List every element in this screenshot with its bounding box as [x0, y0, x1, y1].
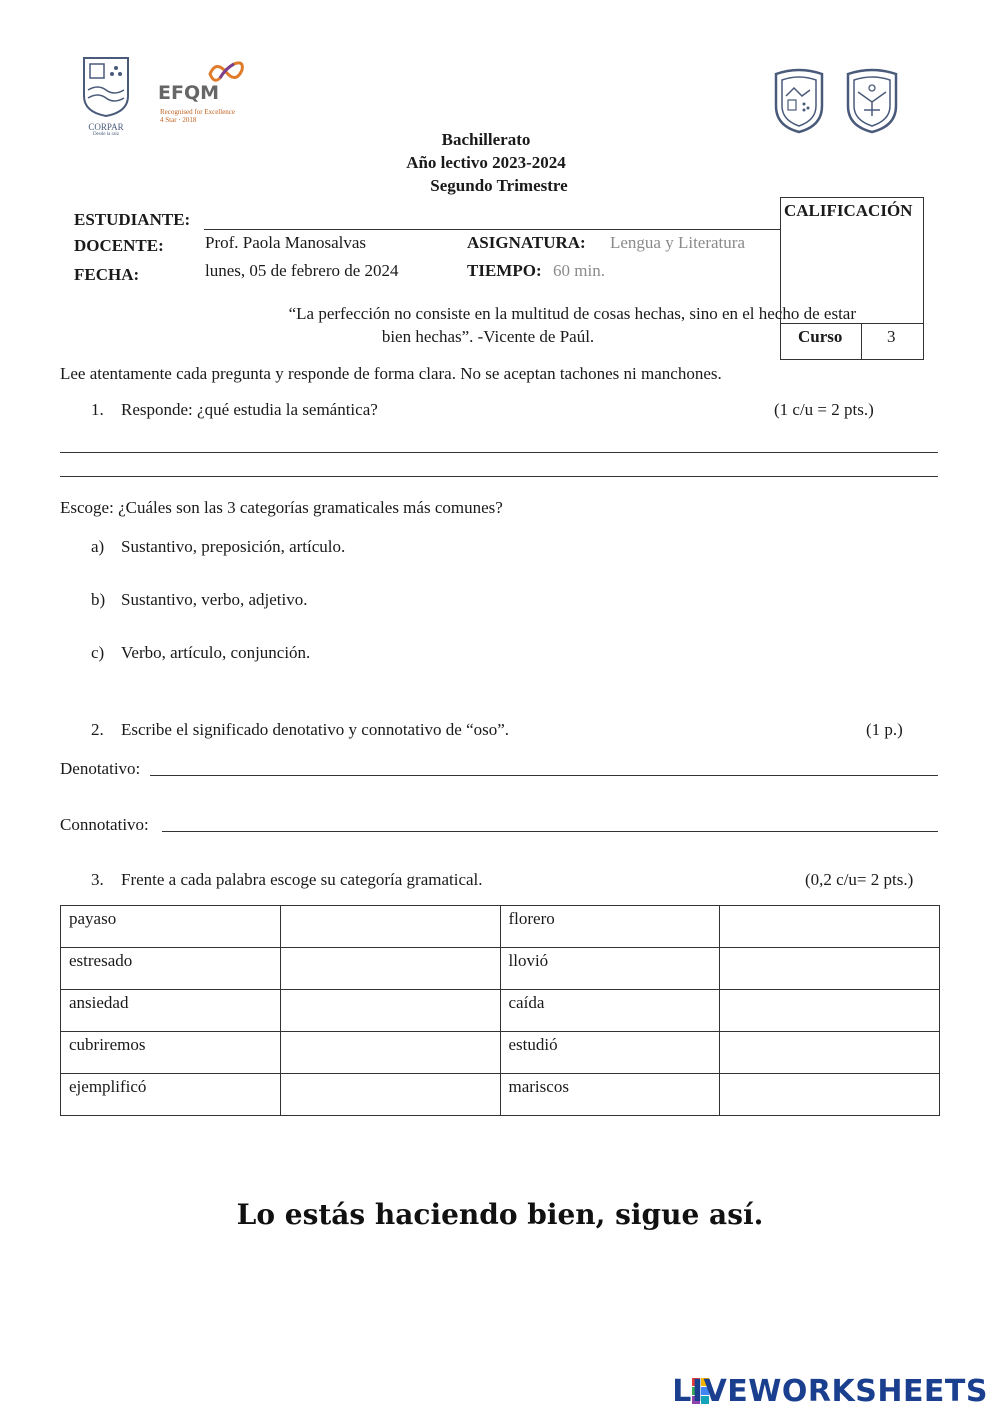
word-cell: estresado [61, 948, 281, 990]
course-label: Curso [798, 327, 843, 346]
answer-cell[interactable] [720, 1032, 940, 1074]
efqm-label: EFQM [158, 82, 220, 104]
time-label: TIEMPO: [467, 261, 542, 280]
instructions: Lee atentamente cada pregunta y responde de forma clara. No se aceptan tachones ni manchones. [60, 364, 722, 383]
q1-number: 1. [91, 400, 104, 419]
answer-cell[interactable] [280, 948, 500, 990]
answer-cell[interactable] [720, 1074, 940, 1116]
date-label: FECHA: [74, 265, 140, 284]
word-cell: ansiedad [61, 990, 281, 1032]
crest-eagle-icon [844, 66, 900, 134]
subject-value: Lengua y Literatura [610, 233, 745, 252]
option-a-letter: a) [91, 537, 105, 556]
student-label: ESTUDIANTE: [74, 210, 191, 229]
crest-shield-icon [772, 66, 826, 134]
answer-cell[interactable] [280, 990, 500, 1032]
q3-text: Frente a cada palabra escoge su categoría gramatical. [121, 870, 483, 889]
q1-answer-line-2[interactable] [60, 476, 938, 477]
heading-year: Año lectivo 2023-2024 [406, 153, 566, 172]
table-row [61, 948, 940, 990]
heading-term: Segundo Trimestre [430, 176, 568, 195]
table-row [61, 1074, 940, 1116]
teacher-value: Prof. Paola Manosalvas [205, 233, 367, 252]
word-cell: llovió [500, 948, 720, 990]
heading-level: Bachillerato [441, 130, 531, 149]
corpar-logo [80, 56, 132, 137]
school-crest-2 [844, 66, 900, 134]
q1-points: (1 c/u = 2 pts.) [774, 400, 874, 419]
course-value: 3 [887, 327, 896, 346]
choose-prompt: Escoge: ¿Cuáles son las 3 categorías gramaticales más comunes? [60, 498, 503, 517]
grade-title: CALIFICACIÓN [784, 201, 913, 220]
quote-line-1: “La perfección no consiste en la multitud de cosas hechas, sino en el hecho de estar [288, 304, 856, 323]
efqm-sub2: 4 Star · 2018 [160, 116, 197, 124]
connotative-label: Connotativo: [60, 815, 149, 834]
option-c-letter: c) [91, 643, 105, 662]
subject-label: ASIGNATURA: [467, 233, 586, 252]
q1-text: Responde: ¿qué estudia la semántica? [121, 400, 378, 419]
connotative-input-line[interactable] [162, 831, 938, 832]
student-name-line[interactable] [204, 229, 780, 230]
answer-cell[interactable] [720, 948, 940, 990]
answer-cell[interactable] [280, 1032, 500, 1074]
efqm-logo [158, 56, 258, 126]
quote-line-2: bien hechas”. -Vicente de Paúl. [381, 327, 595, 346]
word-cell: ejemplificó [61, 1074, 281, 1116]
date-value: lunes, 05 de febrero de 2024 [205, 261, 399, 280]
time-value: 60 min. [553, 261, 605, 280]
word-cell: estudió [500, 1032, 720, 1074]
table-row [61, 906, 940, 948]
word-cell: mariscos [500, 1074, 720, 1116]
table-row [61, 1032, 940, 1074]
denotative-label: Denotativo: [60, 759, 141, 778]
option-a[interactable]: Sustantivo, preposición, artículo. [121, 537, 346, 556]
liveworksheets-brand: LIVEWORKSHEETS [672, 1374, 988, 1409]
answer-cell[interactable] [720, 906, 940, 948]
answer-cell[interactable] [280, 906, 500, 948]
school-crest-1 [772, 66, 826, 134]
option-c[interactable]: Verbo, artículo, conjunción. [121, 643, 311, 662]
category-table [60, 905, 940, 1116]
option-b[interactable]: Sustantivo, verbo, adjetivo. [121, 590, 308, 609]
table-row [61, 990, 940, 1032]
q2-points: (1 p.) [866, 720, 903, 739]
corpar-label: CORPAR [88, 122, 124, 132]
q1-answer-line-1[interactable] [60, 452, 938, 453]
word-cell: caída [500, 990, 720, 1032]
q2-text: Escribe el significado denotativo y connotativo de “oso”. [121, 720, 510, 739]
teacher-label: DOCENTE: [74, 236, 164, 255]
corpar-tagline: Desde la raíz [92, 132, 120, 137]
option-b-letter: b) [91, 590, 106, 609]
answer-cell[interactable] [720, 990, 940, 1032]
corpar-shield-icon [80, 56, 132, 118]
denotative-input-line[interactable] [150, 775, 938, 776]
answer-cell[interactable] [280, 1074, 500, 1116]
q3-number: 3. [91, 870, 104, 889]
word-cell: payaso [61, 906, 281, 948]
q2-number: 2. [91, 720, 104, 739]
motivational-message: Lo estás haciendo bien, sigue así. [236, 1198, 764, 1231]
word-cell: florero [500, 906, 720, 948]
word-cell: cubriremos [61, 1032, 281, 1074]
efqm-sub1: Recognised for Excellence [160, 108, 236, 116]
q3-points: (0,2 c/u= 2 pts.) [805, 870, 914, 889]
